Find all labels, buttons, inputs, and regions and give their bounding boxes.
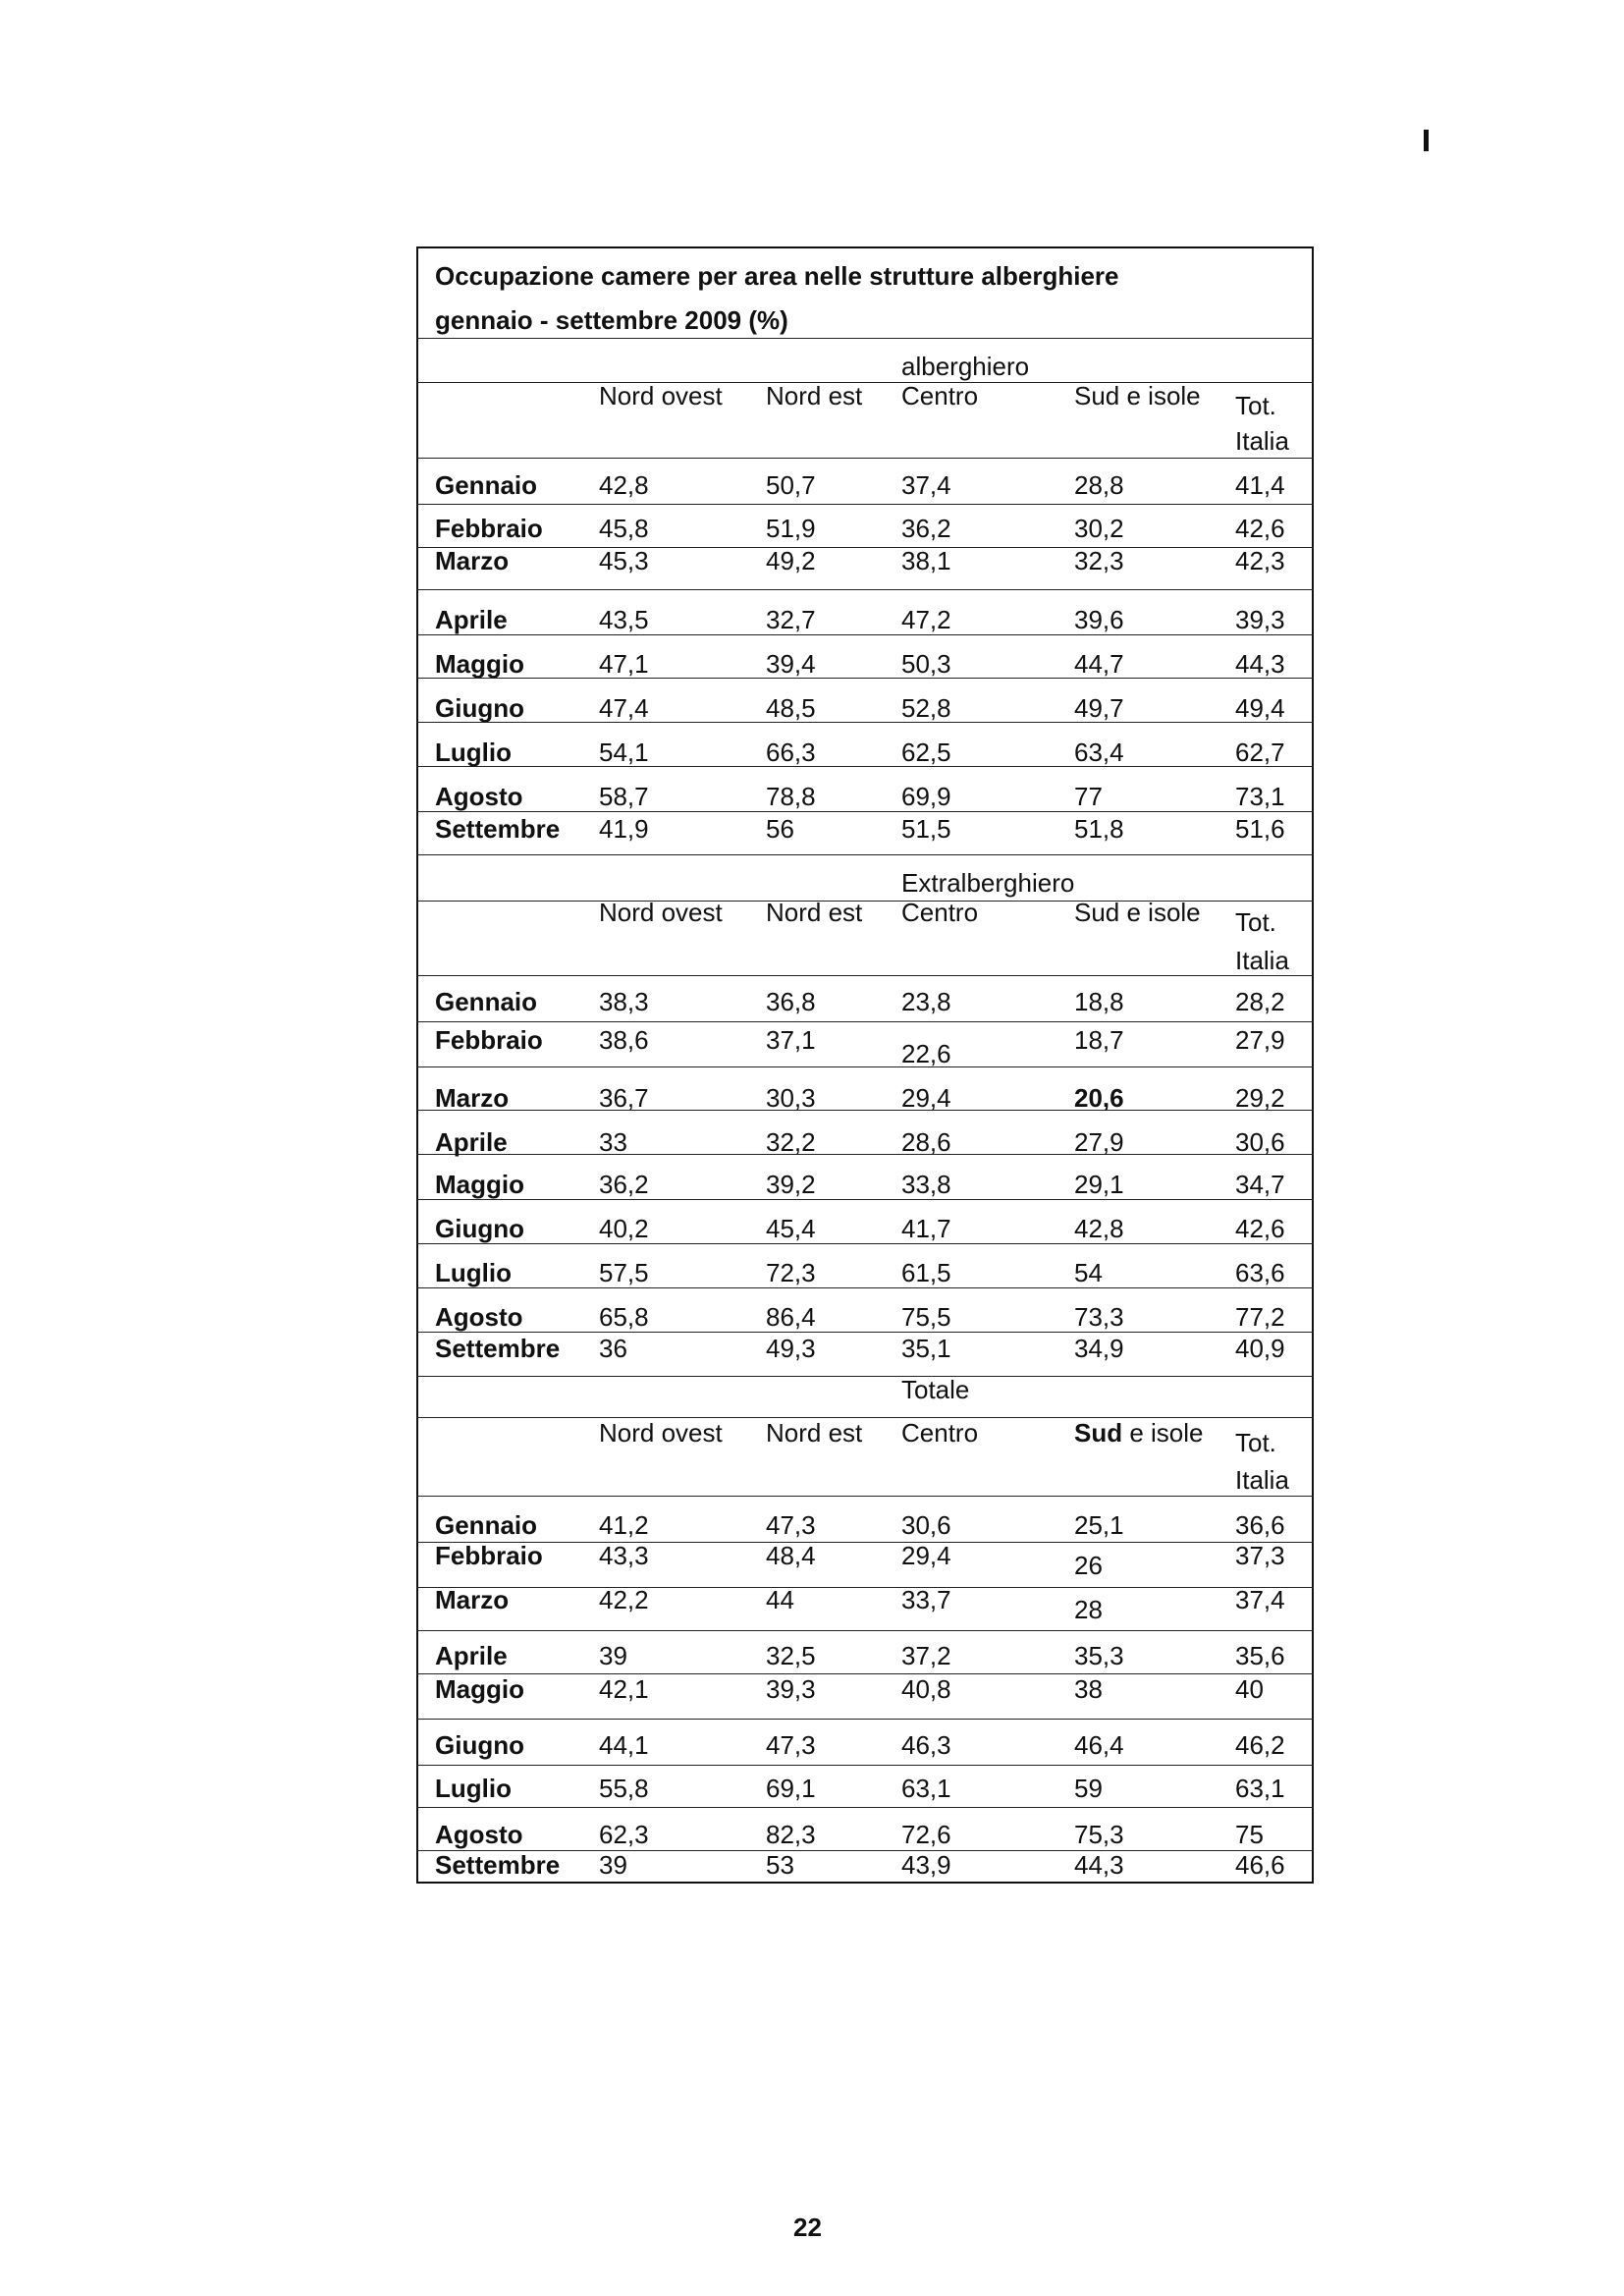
occupancy-table — [416, 246, 1314, 1884]
table-cell: 47,1 — [599, 649, 649, 679]
table-cell: 39,6 — [1074, 605, 1124, 634]
column-header: Nord ovest — [599, 1418, 723, 1448]
table-cell: 39 — [599, 1850, 627, 1880]
table-cell: 37,4 — [1235, 1585, 1285, 1614]
table-cell: 42,8 — [599, 470, 649, 500]
column-header: Tot. — [1235, 1428, 1276, 1457]
row-label: Aprile — [435, 1127, 508, 1157]
table-cell: 20,6 — [1074, 1083, 1124, 1113]
table-cell: 58,7 — [599, 782, 649, 811]
table-cell: 63,1 — [1235, 1774, 1285, 1803]
column-header: Sud e isole — [1074, 381, 1201, 410]
row-divider — [416, 1287, 1314, 1288]
table-cell: 28,6 — [901, 1127, 951, 1157]
table-cell: 39,3 — [766, 1674, 816, 1704]
row-divider — [416, 1154, 1314, 1155]
table-cell: 38,3 — [599, 987, 649, 1016]
table-cell: 30,6 — [1235, 1127, 1285, 1157]
row-divider — [416, 589, 1314, 590]
table-cell: 41,4 — [1235, 470, 1285, 500]
table-subtitle: gennaio - settembre 2009 (%) — [435, 305, 788, 335]
row-label: Aprile — [435, 1641, 508, 1670]
table-cell: 51,8 — [1074, 814, 1124, 844]
table-cell: 40,2 — [599, 1214, 649, 1243]
table-cell: 33,7 — [901, 1585, 951, 1614]
table-cell: 44 — [766, 1585, 794, 1614]
column-header: Centro — [901, 381, 979, 410]
table-cell: 47,3 — [766, 1510, 816, 1540]
row-label: Maggio — [435, 1170, 524, 1199]
corner-mark — [1424, 130, 1429, 151]
table-cell: 77 — [1074, 782, 1103, 811]
row-divider — [416, 1765, 1314, 1766]
row-label: Maggio — [435, 1674, 524, 1704]
table-cell: 44,1 — [599, 1730, 649, 1760]
table-cell: 36,2 — [901, 514, 951, 543]
table-cell: 57,5 — [599, 1258, 649, 1287]
table-cell: 78,8 — [766, 782, 816, 811]
table-cell: 28,2 — [1235, 987, 1285, 1016]
row-divider — [416, 634, 1314, 635]
table-cell: 23,8 — [901, 987, 951, 1016]
table-cell: 47,4 — [599, 693, 649, 723]
table-cell: 37,1 — [766, 1025, 816, 1055]
row-label: Luglio — [435, 738, 512, 767]
row-divider — [416, 1376, 1314, 1377]
table-cell: 39,2 — [766, 1170, 816, 1199]
table-cell: 29,1 — [1074, 1170, 1124, 1199]
row-label: Gennaio — [435, 987, 538, 1016]
row-label: Settembre — [435, 814, 561, 844]
table-cell: 44,3 — [1235, 649, 1285, 679]
row-divider — [416, 1021, 1314, 1022]
row-label: Febbraio — [435, 1025, 543, 1055]
row-divider — [416, 811, 1314, 812]
table-cell: 63,4 — [1074, 738, 1124, 767]
row-label: Gennaio — [435, 470, 538, 500]
table-cell: 53 — [766, 1850, 794, 1880]
row-label: Febbraio — [435, 1541, 543, 1570]
table-cell: 29,4 — [901, 1541, 951, 1570]
table-cell: 42,2 — [599, 1585, 649, 1614]
table-cell: 30,6 — [901, 1510, 951, 1540]
table-cell: 33,8 — [901, 1170, 951, 1199]
table-cell: 77,2 — [1235, 1302, 1285, 1332]
table-cell: 37,3 — [1235, 1541, 1285, 1570]
table-cell: 27,9 — [1235, 1025, 1285, 1055]
row-label: Giugno — [435, 1214, 524, 1243]
table-cell: 41,9 — [599, 814, 649, 844]
row-label: Luglio — [435, 1774, 512, 1803]
column-header: Nord ovest — [599, 381, 723, 410]
table-cell: 46,2 — [1235, 1730, 1285, 1760]
column-header: Centro — [901, 898, 979, 927]
row-divider — [416, 1673, 1314, 1674]
row-label: Aprile — [435, 605, 508, 634]
table-cell: 51,9 — [766, 514, 816, 543]
table-cell: 47,3 — [766, 1730, 816, 1760]
table-title: Occupazione camere per area nelle strutture alberghiere — [435, 261, 1119, 291]
table-cell: 66,3 — [766, 738, 816, 767]
table-cell: 41,2 — [599, 1510, 649, 1540]
row-label: Gennaio — [435, 1510, 538, 1540]
column-header: Nord ovest — [599, 898, 723, 927]
row-label: Giugno — [435, 693, 524, 723]
row-divider — [416, 1110, 1314, 1111]
row-label: Agosto — [435, 782, 523, 811]
row-divider — [416, 1807, 1314, 1808]
table-cell: 72,6 — [901, 1820, 951, 1849]
table-cell: 42,8 — [1074, 1214, 1124, 1243]
row-label: Marzo — [435, 1585, 510, 1614]
table-cell: 32,3 — [1074, 546, 1124, 575]
row-divider — [416, 722, 1314, 723]
table-cell: 63,1 — [901, 1774, 951, 1803]
row-divider — [416, 766, 1314, 767]
table-cell: 42,6 — [1235, 514, 1285, 543]
table-cell: 30,2 — [1074, 514, 1124, 543]
table-cell: 73,3 — [1074, 1302, 1124, 1332]
table-cell: 48,5 — [766, 693, 816, 723]
table-cell: 50,3 — [901, 649, 951, 679]
table-cell: 73,1 — [1235, 782, 1285, 811]
table-cell: 39 — [599, 1641, 627, 1670]
table-cell: 40,8 — [901, 1674, 951, 1704]
row-label: Maggio — [435, 649, 524, 679]
row-label: Settembre — [435, 1850, 561, 1880]
row-label: Luglio — [435, 1258, 512, 1287]
table-cell: 44,3 — [1074, 1850, 1124, 1880]
table-cell: 46,4 — [1074, 1730, 1124, 1760]
table-cell: 45,4 — [766, 1214, 816, 1243]
row-divider — [416, 854, 1314, 855]
table-cell: 49,3 — [766, 1334, 816, 1363]
table-cell: 29,4 — [901, 1083, 951, 1113]
table-cell: 69,1 — [766, 1774, 816, 1803]
page-number: 22 — [793, 2213, 822, 2242]
table-cell: 43,3 — [599, 1541, 649, 1570]
table-cell: 36,8 — [766, 987, 816, 1016]
table-cell: 48,4 — [766, 1541, 816, 1570]
row-divider — [416, 1199, 1314, 1200]
table-cell: 46,6 — [1235, 1850, 1285, 1880]
table-cell: 40 — [1235, 1674, 1264, 1704]
table-cell: 34,9 — [1074, 1334, 1124, 1363]
table-cell: 40,9 — [1235, 1334, 1285, 1363]
table-cell: 38,6 — [599, 1025, 649, 1055]
table-cell: 32,2 — [766, 1127, 816, 1157]
row-divider — [416, 1542, 1314, 1543]
table-cell: 47,2 — [901, 605, 951, 634]
table-cell: 38,1 — [901, 546, 951, 575]
table-cell: 62,3 — [599, 1820, 649, 1849]
table-cell: 43,5 — [599, 605, 649, 634]
table-cell: 38 — [1074, 1674, 1103, 1704]
table-cell: 62,5 — [901, 738, 951, 767]
table-cell: 75 — [1235, 1820, 1264, 1849]
row-label: Agosto — [435, 1820, 523, 1849]
table-cell: 36,6 — [1235, 1510, 1285, 1540]
row-divider — [416, 547, 1314, 548]
table-cell: 42,6 — [1235, 1214, 1285, 1243]
table-cell: 35,3 — [1074, 1641, 1124, 1670]
table-cell: 30,3 — [766, 1083, 816, 1113]
row-divider — [416, 1719, 1314, 1720]
table-cell: 51,5 — [901, 814, 951, 844]
row-divider — [416, 504, 1314, 505]
row-label: Giugno — [435, 1730, 524, 1760]
table-cell: 82,3 — [766, 1820, 816, 1849]
table-cell: 65,8 — [599, 1302, 649, 1332]
row-divider — [416, 1332, 1314, 1333]
column-header: Italia — [1235, 1465, 1289, 1495]
column-header: Sud e isole — [1074, 898, 1201, 927]
table-cell: 50,7 — [766, 470, 816, 500]
table-cell: 56 — [766, 814, 794, 844]
column-header: Tot. — [1235, 907, 1276, 937]
table-cell: 62,7 — [1235, 738, 1285, 767]
row-label: Febbraio — [435, 514, 543, 543]
table-cell: 49,4 — [1235, 693, 1285, 723]
column-header: Italia — [1235, 946, 1289, 975]
row-divider — [416, 1587, 1314, 1588]
table-cell: 36,2 — [599, 1170, 649, 1199]
row-label: Marzo — [435, 546, 510, 575]
table-cell: 63,6 — [1235, 1258, 1285, 1287]
table-cell: 46,3 — [901, 1730, 951, 1760]
table-cell: 25,1 — [1074, 1510, 1124, 1540]
table-cell: 22,6 — [901, 1039, 951, 1068]
table-cell: 49,2 — [766, 546, 816, 575]
row-divider — [416, 1243, 1314, 1244]
section-label: Totale — [901, 1375, 970, 1404]
column-header: Nord est — [766, 1418, 863, 1448]
table-cell: 49,7 — [1074, 693, 1124, 723]
row-label: Settembre — [435, 1334, 561, 1363]
column-header: Tot. — [1235, 391, 1276, 420]
table-cell: 41,7 — [901, 1214, 951, 1243]
table-cell: 44,7 — [1074, 649, 1124, 679]
table-cell: 32,5 — [766, 1641, 816, 1670]
table-cell: 37,2 — [901, 1641, 951, 1670]
table-cell: 29,2 — [1235, 1083, 1285, 1113]
table-cell: 35,6 — [1235, 1641, 1285, 1670]
table-cell: 28,8 — [1074, 470, 1124, 500]
table-cell: 45,3 — [599, 546, 649, 575]
table-cell: 54,1 — [599, 738, 649, 767]
table-cell: 18,8 — [1074, 987, 1124, 1016]
table-cell: 51,6 — [1235, 814, 1285, 844]
table-cell: 36 — [599, 1334, 627, 1363]
column-header: Sud e isole — [1074, 1418, 1204, 1448]
section-label: Extralberghiero — [901, 868, 1075, 898]
column-header: Centro — [901, 1418, 979, 1448]
table-cell: 18,7 — [1074, 1025, 1124, 1055]
table-cell: 37,4 — [901, 470, 951, 500]
table-cell: 35,1 — [901, 1334, 951, 1363]
row-divider — [416, 458, 1314, 459]
table-cell: 32,7 — [766, 605, 816, 634]
table-cell: 27,9 — [1074, 1127, 1124, 1157]
table-cell: 28 — [1074, 1595, 1103, 1624]
column-header: Nord est — [766, 381, 863, 410]
row-divider — [416, 1496, 1314, 1497]
table-cell: 39,3 — [1235, 605, 1285, 634]
table-cell: 52,8 — [901, 693, 951, 723]
row-label: Marzo — [435, 1083, 510, 1113]
table-cell: 39,4 — [766, 649, 816, 679]
table-cell: 86,4 — [766, 1302, 816, 1332]
table-cell: 69,9 — [901, 782, 951, 811]
row-divider — [416, 338, 1314, 339]
row-divider — [416, 975, 1314, 976]
table-cell: 54 — [1074, 1258, 1103, 1287]
table-cell: 34,7 — [1235, 1170, 1285, 1199]
table-cell: 61,5 — [901, 1258, 951, 1287]
table-cell: 36,7 — [599, 1083, 649, 1113]
table-cell: 45,8 — [599, 514, 649, 543]
table-cell: 75,3 — [1074, 1820, 1124, 1849]
table-cell: 33 — [599, 1127, 627, 1157]
table-cell: 72,3 — [766, 1258, 816, 1287]
row-divider — [416, 678, 1314, 679]
table-cell: 26 — [1074, 1551, 1103, 1580]
table-cell: 55,8 — [599, 1774, 649, 1803]
table-cell: 59 — [1074, 1774, 1103, 1803]
row-divider — [416, 1630, 1314, 1631]
section-label: alberghiero — [901, 352, 1030, 381]
row-label: Agosto — [435, 1302, 523, 1332]
column-header: Italia — [1235, 426, 1289, 456]
row-divider — [416, 1066, 1314, 1067]
table-cell: 42,3 — [1235, 546, 1285, 575]
table-cell: 43,9 — [901, 1850, 951, 1880]
column-header: Nord est — [766, 898, 863, 927]
table-cell: 42,1 — [599, 1674, 649, 1704]
table-cell: 75,5 — [901, 1302, 951, 1332]
